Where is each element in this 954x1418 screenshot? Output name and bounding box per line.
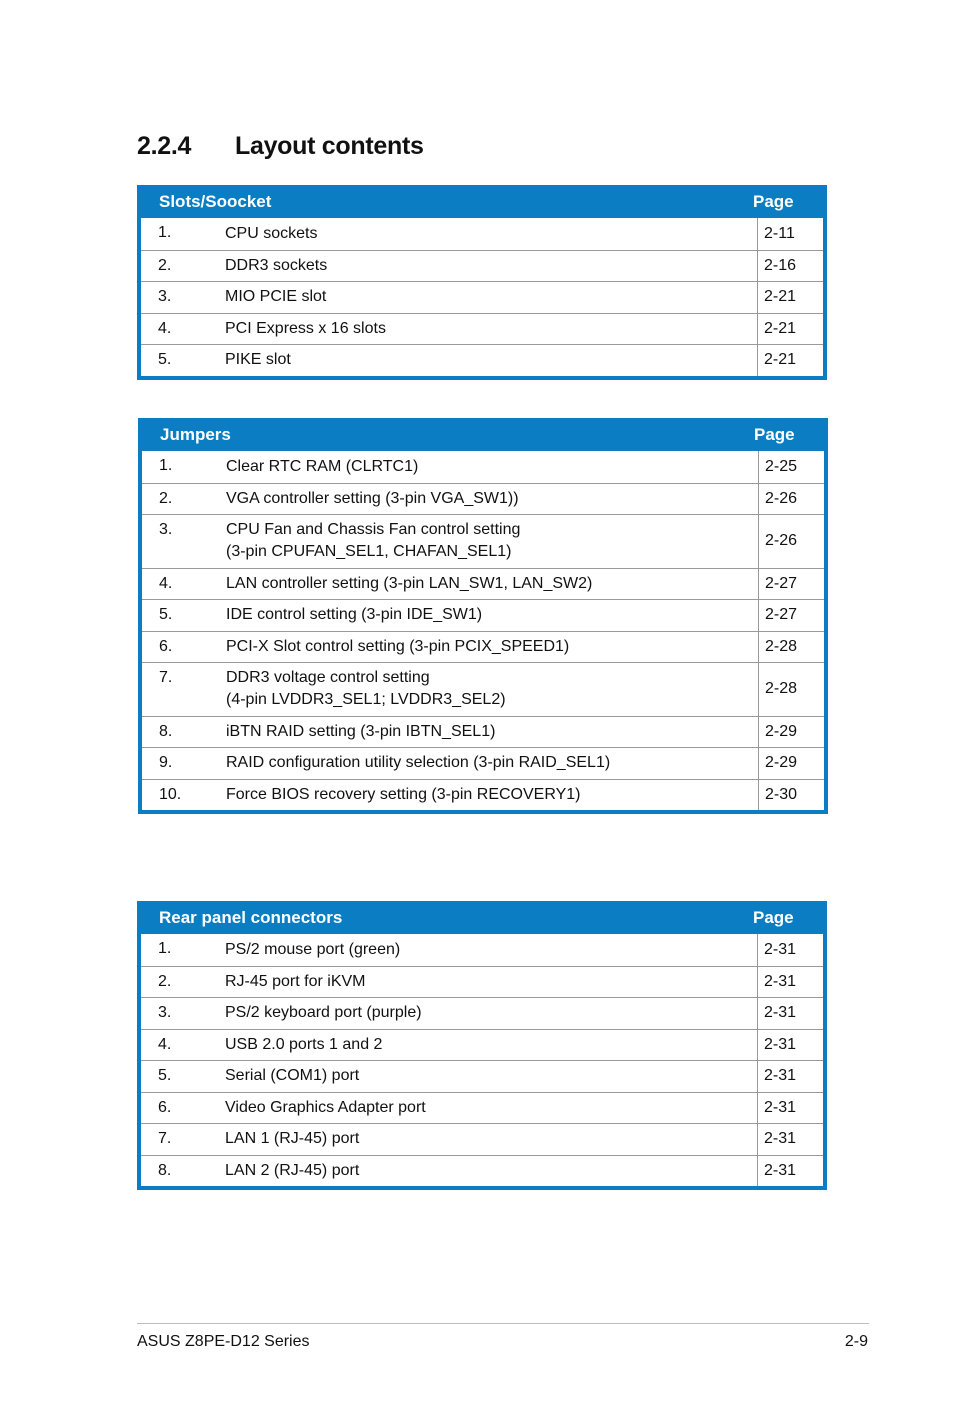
column-header-page: Page [753,191,794,211]
table-row [141,997,823,1029]
table-row [141,313,823,345]
description-line: PIKE slot [225,351,291,369]
row-number: 2. [158,256,172,274]
description-line: IDE control setting (3-pin IDE_SW1) [226,606,483,624]
table-row [141,1123,823,1155]
row-page: 2-25 [758,451,824,483]
jumpers-table-header [142,418,824,451]
description-line: PCI Express x 16 slots [225,319,386,337]
row-number: 1. [159,457,173,474]
row-number: 6. [159,637,173,655]
row-description [226,573,758,595]
row-page: 2-21 [757,314,823,345]
table-row [141,966,823,998]
table-row [141,1092,823,1124]
section-number: 2.2.4 [137,132,192,160]
slots-table [137,185,827,380]
row-page: 2-21 [757,345,823,376]
row-number: 4. [158,1035,172,1053]
row-number: 9. [159,754,173,771]
table-row [142,716,824,748]
description-line: VGA controller setting (3-pin VGA_SW1)) [226,489,519,507]
description-line: LAN 2 (RJ-45) port [225,1161,360,1179]
row-description [225,349,757,371]
row-description [225,223,757,245]
footer-product-name: ASUS Z8PE-D12 Series [137,1333,310,1350]
table-row [141,1029,823,1061]
description-line: LAN controller setting (3-pin LAN_SW1, LAN_SW2) [226,574,593,592]
table-row [141,1060,823,1092]
row-page: 2-27 [758,600,824,631]
column-header-name: Slots/Soocket [159,191,272,211]
rear-panel-table [137,901,827,1190]
row-page: 2-28 [758,632,824,663]
row-description [226,667,758,711]
row-number: 1. [158,224,172,241]
row-page: 2-26 [758,484,824,515]
description-line: PCI-X Slot control setting (3-pin PCIX_SPEED1) [226,637,570,655]
description-line: USB 2.0 ports 1 and 2 [225,1035,383,1053]
table-row [142,631,824,663]
row-page: 2-31 [757,998,823,1029]
description-line: PS/2 mouse port (green) [225,940,401,958]
table-row [142,779,824,811]
footer-page-number: 2-9 [844,1333,868,1350]
table-row [142,483,824,515]
table-row [142,451,824,483]
description-line: Serial (COM1) port [225,1067,360,1085]
row-number: 3. [159,521,173,538]
row-number: 8. [159,722,173,740]
row-description [225,939,757,961]
row-number: 5. [158,1067,172,1084]
row-number: 4. [158,319,172,337]
table-row [141,281,823,313]
row-description [226,636,758,658]
row-description [225,286,757,308]
row-page: 2-31 [757,1093,823,1124]
table-row [142,747,824,779]
description-line: MIO PCIE slot [225,288,327,306]
description-line: Clear RTC RAM (CLRTC1) [226,457,419,475]
slots-table-header [141,185,823,218]
row-description [226,519,758,563]
row-description [226,721,758,743]
table-row [142,568,824,600]
row-number: 6. [158,1098,172,1116]
description-line: CPU Fan and Chassis Fan control setting [226,521,521,539]
row-number: 2. [158,972,172,990]
table-row [142,662,824,716]
row-number: 5. [158,351,172,368]
row-page: 2-16 [757,251,823,282]
row-description [226,604,758,626]
row-description [225,1097,757,1119]
row-page: 2-27 [758,569,824,600]
row-description [225,971,757,993]
row-page: 2-29 [758,748,824,779]
row-description [225,1034,757,1056]
section-heading [137,132,424,161]
jumpers-table [138,418,828,814]
description-line: (4-pin LVDDR3_SEL1; LVDDR3_SEL2) [226,691,506,709]
row-description [226,784,758,806]
row-number: 8. [158,1161,172,1179]
row-page: 2-31 [757,1030,823,1061]
row-page: 2-11 [757,218,823,250]
row-page: 2-31 [757,1124,823,1155]
row-page: 2-30 [758,780,824,811]
description-line: (3-pin CPUFAN_SEL1, CHAFAN_SEL1) [226,543,512,561]
description-line: DDR3 sockets [225,256,328,274]
description-line: iBTN RAID setting (3-pin IBTN_SEL1) [226,722,496,740]
row-number: 5. [159,606,173,623]
row-page: 2-21 [757,282,823,313]
table-row [142,599,824,631]
description-line: LAN 1 (RJ-45) port [225,1130,360,1148]
column-header-name: Jumpers [160,424,231,444]
column-header-page: Page [754,424,795,444]
description-line: CPU sockets [225,224,318,242]
table-row [141,934,823,966]
row-description [226,456,758,478]
description-line: RJ-45 port for iKVM [225,972,366,990]
description-line: Video Graphics Adapter port [225,1098,426,1116]
row-page: 2-26 [758,515,824,568]
row-number: 3. [158,288,172,305]
footer-divider [137,1323,869,1324]
row-number: 2. [159,489,173,507]
row-description [226,752,758,774]
row-page: 2-31 [757,1156,823,1187]
table-row [141,218,823,250]
row-page: 2-31 [757,967,823,998]
section-title: Layout contents [235,132,424,160]
row-page: 2-31 [757,934,823,966]
description-line: Force BIOS recovery setting (3-pin RECOVERY1) [226,785,581,803]
row-description [225,1065,757,1087]
description-line: RAID configuration utility selection (3-pin RAID_SEL1) [226,754,611,772]
row-description [225,255,757,277]
row-number: 4. [159,574,173,592]
row-page: 2-29 [758,717,824,748]
row-number: 1. [158,940,172,957]
column-header-page: Page [753,907,794,927]
row-page: 2-28 [758,663,824,716]
row-description [225,1002,757,1024]
row-description [226,488,758,510]
column-header-name: Rear panel connectors [159,907,343,927]
rear-table-header [141,901,823,934]
row-number: 7. [158,1130,172,1147]
row-description [225,318,757,340]
row-page: 2-31 [757,1061,823,1092]
description-line: PS/2 keyboard port (purple) [225,1004,422,1022]
row-description [225,1128,757,1150]
table-row [141,250,823,282]
description-line: DDR3 voltage control setting [226,669,430,687]
row-description [225,1160,757,1182]
row-number: 7. [159,669,173,686]
row-number: 10. [159,785,182,803]
row-number: 3. [158,1004,172,1021]
table-row [141,344,823,376]
table-row [141,1155,823,1187]
table-row [142,514,824,568]
